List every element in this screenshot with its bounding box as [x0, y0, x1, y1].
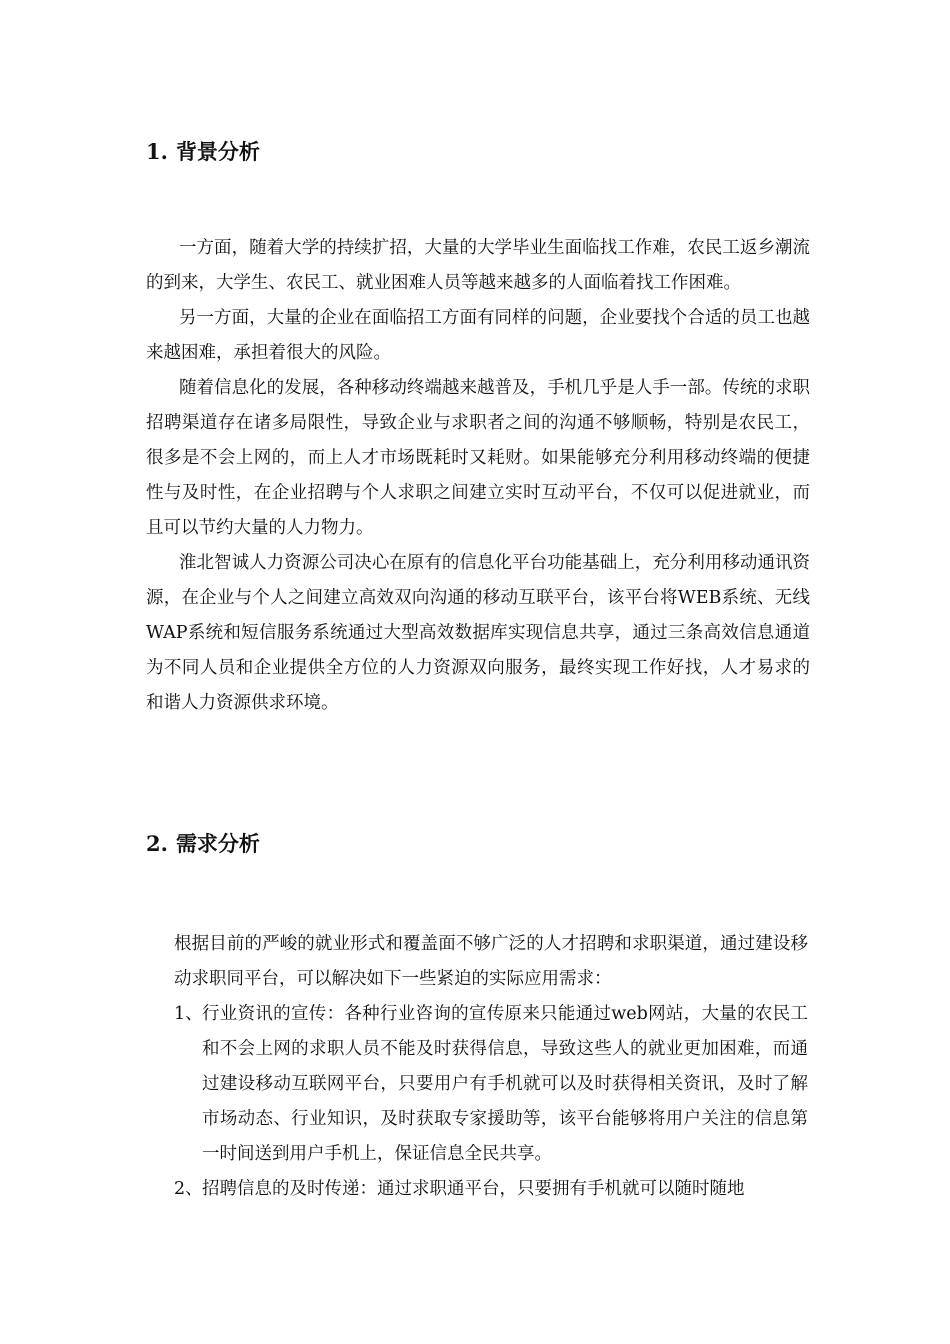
section-2-number: 2.: [146, 831, 168, 856]
list-item: [174, 1172, 808, 1207]
list-item-marker: 1、: [174, 1004, 203, 1024]
section-1-title: 背景分析: [175, 139, 260, 164]
list-item-marker: 2、: [174, 1179, 203, 1199]
section-1-heading: [146, 137, 260, 167]
section-2-intro: 根据目前的严峻的就业形式和覆盖面不够广泛的人才招聘和求职渠道，通过建设移动求职同平台，可以解决如下一些紧迫的实际应用需求：: [174, 934, 808, 989]
section-2-heading: [146, 829, 260, 859]
section-1-paragraph: 一方面，随着大学的持续扩招，大量的大学毕业生面临找工作难，农民工返乡潮流的到来，大学生、农民工、就业困难人员等越来越多的人面临着找工作困难。: [146, 238, 810, 293]
section-1-paragraph: 淮北智诚人力资源公司决心在原有的信息化平台功能基础上，充分利用移动通讯资源，在企业与个人之间建立高效双向沟通的移动互联平台，该平台将WEB系统、无线WAP系统和短信服务系统通过大型高效数据库实现信息共享，通过三条高效信息通道为不同人员和企业提供全方位的人力资源双向服务，最终实现工作好找，人才易求的和谐人力资源供求环境。: [146, 553, 810, 713]
section-1-number: 1.: [146, 139, 168, 164]
list-item-text: 行业资讯的宣传：各种行业咨询的宣传原来只能通过web网站，大量的农民工和不会上网的求职人员不能及时获得信息，导致这些人的就业更加困难，而通过建设移动互联网平台，只要用户有手机就可以及时获得相关资讯，及时了解市场动态、行业知识，及时获取专家援助等，该平台能够将用户关注的信息第一时间送到用户手机上，保证信息全民共享。: [202, 1004, 808, 1164]
list-item-text: 招聘信息的及时传递：通过求职通平台，只要拥有手机就可以随时随地: [202, 1179, 745, 1199]
section-2-title: 需求分析: [175, 831, 260, 856]
requirements-list: [174, 997, 808, 1207]
list-item: [174, 997, 808, 1172]
section-1-body: [146, 231, 810, 721]
section-1-paragraph: 随着信息化的发展，各种移动终端越来越普及，手机几乎是人手一部。传统的求职招聘渠道存在诸多局限性，导致企业与求职者之间的沟通不够顺畅，特别是农民工，很多是不会上网的，而上人才市场既耗时又耗财。如果能够充分利用移动终端的便捷性与及时性，在企业招聘与个人求职之间建立实时互动平台，不仅可以促进就业，而且可以节约大量的人力物力。: [146, 378, 810, 538]
section-1-paragraph: 另一方面，大量的企业在面临招工方面有同样的问题，企业要找个合适的员工也越来越困难，承担着很大的风险。: [146, 308, 810, 363]
